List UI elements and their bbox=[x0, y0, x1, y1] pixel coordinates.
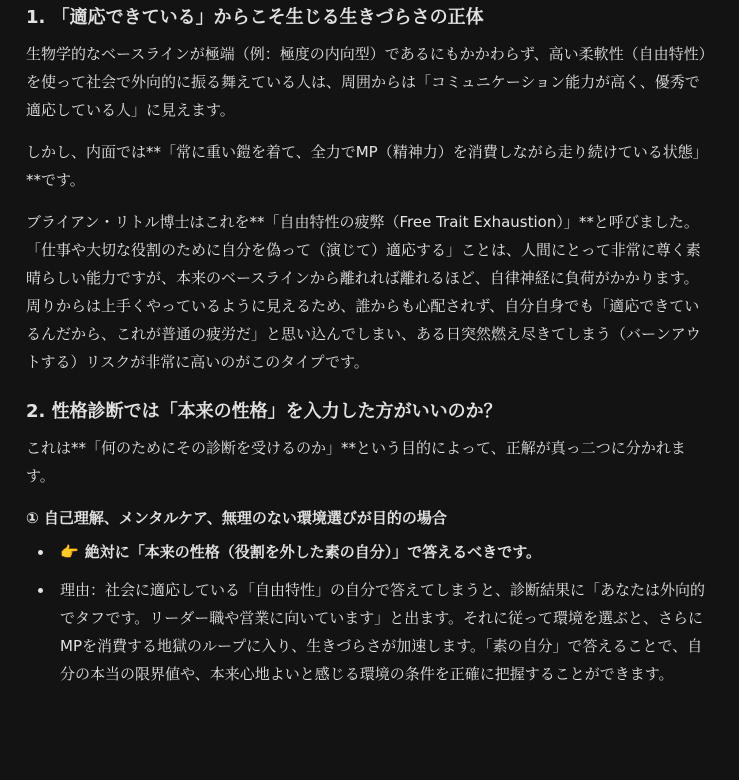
list-item-text: 理由：社会に適応している「自由特性」の自分で答えてしまうと、診断結果に「あなたは外向的でタフです。リーダー職や営業に向いています」と出ます。それに従って環境を選ぶと、さらにMPを消費する地獄のループに入り、生きづらさが加速します。「素の自分」で答えることで、自分の本当の限界値や、本来心地よいと感じる環境の条件を正確に把握することができます。 bbox=[60, 581, 706, 683]
pointing-hand-icon: 👉 bbox=[60, 543, 79, 561]
section-2-paragraph-1: これは**「何のためにその診断を受けるのか」**という目的によって、正解が真っ二つに分かれます。 bbox=[26, 439, 686, 485]
section-2-subheading: ① 自己理解、メンタルケア、無理のない環境選びが目的の場合 bbox=[26, 509, 447, 527]
section-2-heading: 2. 性格診断では「本来の性格」を入力した方がいいのか？ bbox=[26, 401, 502, 422]
list-item-text: 絶対に「本来の性格（役割を外した素の自分）」で答えるべきです。 bbox=[84, 543, 541, 561]
section-1-paragraph-2: しかし、内面では**「常に重い鎧を着て、全力でMP（精神力）を消費しながら走り続けている状態」**です。 bbox=[26, 143, 708, 189]
list-item bbox=[60, 576, 713, 688]
section-1-paragraph-5: 周りからは上手くやっているように見えるため、誰からも心配されず、自分自身でも「適応できているんだから、これが普通の疲労だ」と思い込んでしまい、ある日突然燃え尽きてしまう（バーンアウトする）リスクが非常に高いのがこのタイプです。 bbox=[26, 297, 701, 371]
section-1-paragraph-3: ブライアン・リトル博士はこれを**「自由特性の疲弊（Free Trait Exhaustion）」**と呼びました。 bbox=[26, 213, 699, 231]
section-1-heading: 1. 「適応できている」からこそ生じる生きづらさの正体 bbox=[26, 7, 484, 28]
section-1-paragraph-1: 生物学的なベースラインが極端（例：極度の内向型）であるにもかかわらず、高い柔軟性（自由特性）を使って社会で外向的に振る舞えている人は、周囲からは「コミュニケーション能力が高く、優秀で適応している人」に見えます。 bbox=[26, 45, 707, 119]
list-item bbox=[60, 538, 713, 566]
section-1-paragraph-4: 「仕事や大切な役割のために自分を偽って（演じて）適応する」ことは、人間にとって非常に尊く素晴らしい能力ですが、本来のベースラインから離れれば離れるほど、自律神経に負荷がかかります。 bbox=[26, 241, 701, 287]
bullet-list bbox=[26, 538, 713, 688]
